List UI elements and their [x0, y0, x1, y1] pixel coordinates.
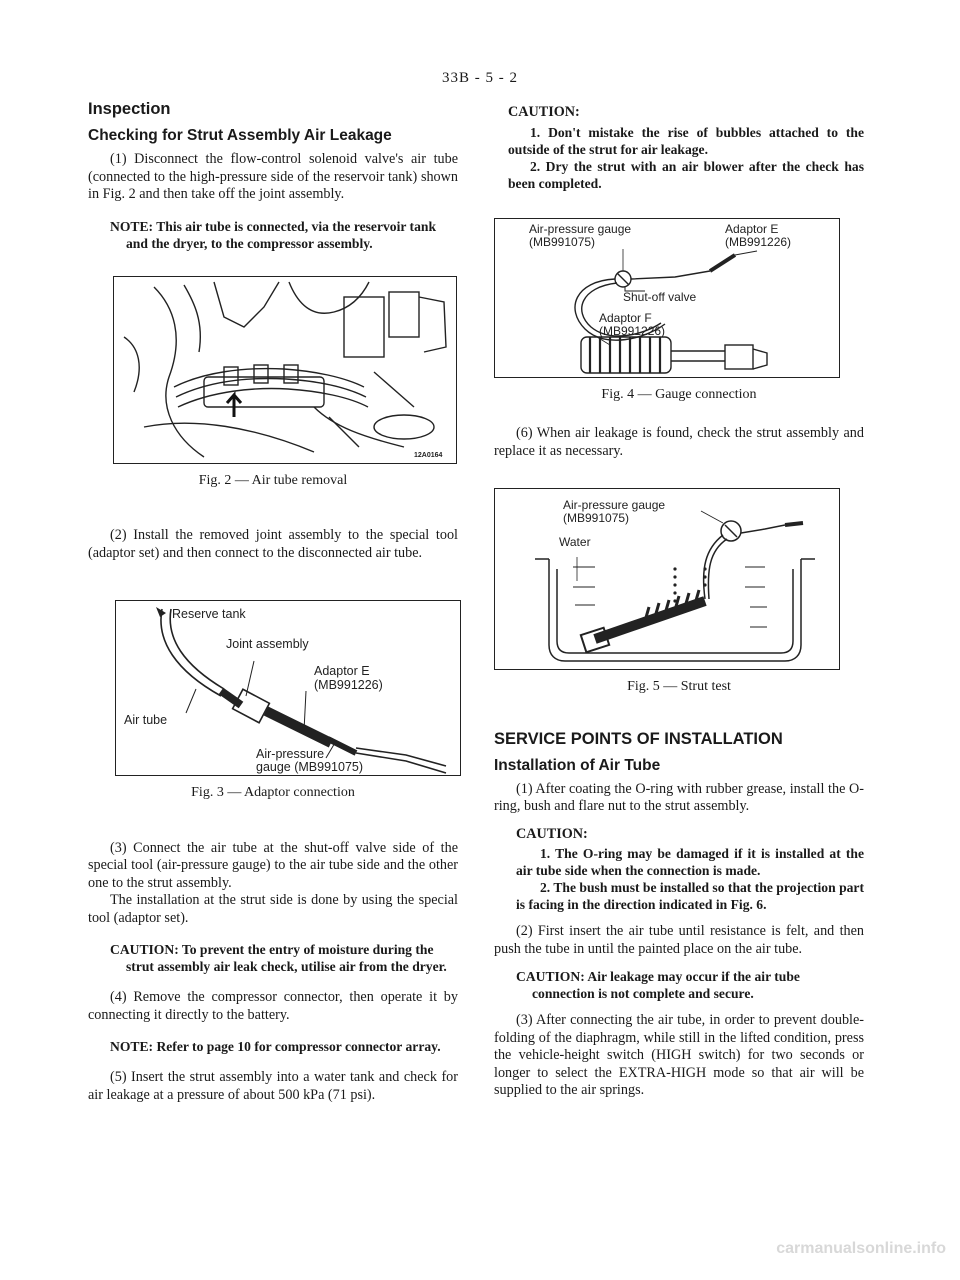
- step-5-paragraph: (5) Insert the strut assembly into a water tank and check for air leakage at a pressure of about 500 kPa (71 psi).: [88, 1069, 458, 1103]
- label-water: Water: [559, 535, 591, 549]
- step-1-paragraph: (1) Disconnect the flow-control solenoid valve's air tube (connected to the high-pressure side of the reservoir tank) shown in Fig. 2 and then take off the joint assembly.: [88, 151, 458, 202]
- note-air-tube: NOTE: This air tube is connected, via the reservoir tank and the dryer, to the compressor assembly.: [110, 218, 437, 251]
- figure-3-caption: Fig. 3 — Adaptor connection: [191, 785, 355, 800]
- footer-text: carmanualsonline.info: [776, 1240, 946, 1257]
- figure-2-caption: Fig. 2 — Air tube removal: [198, 472, 348, 488]
- heading-service-points: SERVICE POINTS OF INSTALLATION: [494, 729, 783, 748]
- caution-install-item-1: 1. The O-ring may be damaged if it is installed at the air tube side when the connection is made.: [516, 846, 864, 878]
- heading-installation-air-tube: Installation of Air Tube: [494, 756, 661, 774]
- step-2-paragraph: (2) Install the removed joint assembly to the special tool (adaptor set) and then connect to the disconnected air tube.: [88, 527, 458, 561]
- step-6-paragraph: (6) When air leakage is found, check the strut assembly and replace it as necessary.: [494, 425, 864, 459]
- page-number: 33B - 5 - 2: [442, 70, 518, 86]
- caution-block-install: [494, 826, 864, 914]
- install-step-3: (3) After connecting the air tube, in order to prevent double-folding of the diaphragm, while still in the lifted condition, press the vehicle-height switch (HIGH switch) for two seconds or longer to select the EXTRA-HIGH mode so that air will be supplied to the air springs.: [494, 1012, 864, 1098]
- label-gauge-line2: gauge (MB991075): [256, 760, 364, 774]
- label-gauge-line1: Air-pressure gauge: [529, 221, 632, 236]
- label-adaptor-f: Adaptor F: [599, 310, 652, 325]
- step-3-paragraph-a: (3) Connect the air tube at the shut-off valve side of the special tool (air-pressure gauge) to the air tube side and the other one to the strut assembly.: [88, 839, 458, 891]
- heading-inspection: Inspection: [88, 100, 171, 118]
- note-compressor-connector: NOTE: Refer to page 10 for compressor connector array.: [110, 1039, 441, 1054]
- label-adaptor-f-part: (MB991226): [599, 323, 666, 338]
- right-column: [494, 104, 864, 1114]
- caution-install-item-2: 2. The bush must be installed so that the projection part is facing in the direction indicated in Fig. 6.: [516, 880, 864, 912]
- strut-test-drawing: [495, 489, 839, 669]
- caution-air-tube-connection: CAUTION: Air leakage may occur if the air tube connection is not complete and secure.: [516, 969, 800, 1001]
- left-column: [88, 100, 458, 1118]
- label-shutoff-valve: Shut-off valve: [623, 289, 697, 304]
- caution-install-title: CAUTION:: [516, 825, 588, 842]
- label-gauge-line1: Air-pressure gauge: [563, 498, 666, 512]
- figure-2: [88, 276, 458, 490]
- figure-4-illustration: [494, 218, 840, 378]
- figure-5: [494, 488, 864, 696]
- heading-checking-strut: Checking for Strut Assembly Air Leakage: [88, 127, 392, 144]
- gauge-connection-drawing: [495, 219, 839, 377]
- label-adaptor-e: Adaptor E: [314, 664, 370, 678]
- label-adaptor-e: Adaptor E: [725, 221, 779, 236]
- figure-4: [494, 218, 864, 404]
- engine-bay-drawing: [114, 277, 456, 463]
- caution-moisture: CAUTION: To prevent the entry of moisture during the strut assembly air leak check, utilise air from the dryer.: [110, 942, 447, 974]
- label-air-tube: Air tube: [124, 713, 168, 727]
- caution-item-2: 2. Dry the strut with an air blower after the check has been completed.: [508, 158, 864, 191]
- figure-4-caption: Fig. 4 — Gauge connection: [601, 386, 757, 402]
- caution-title: CAUTION:: [508, 104, 580, 120]
- label-gauge-line2: (MB991075): [529, 234, 596, 249]
- figure-5-caption: Fig. 5 — Strut test: [627, 679, 731, 694]
- label-gauge-line2: (MB991075): [563, 511, 630, 525]
- figure-5-illustration: [494, 488, 840, 670]
- label-joint-assembly: Joint assembly: [226, 637, 309, 651]
- step-4-paragraph: (4) Remove the compressor connector, then operate it by connecting it directly to the battery.: [88, 989, 458, 1023]
- install-step-1: (1) After coating the O-ring with rubber grease, install the O-ring, bush and flare nut to the strut assembly.: [494, 780, 864, 814]
- caution-item-1: 1. Don't mistake the rise of bubbles attached to the outside of the strut for air leakage.: [508, 124, 864, 157]
- label-reserve-tank: Reserve tank: [172, 607, 246, 621]
- label-adaptor-e-part: (MB991226): [314, 678, 383, 692]
- figure-3-illustration: [115, 600, 461, 776]
- figure-2-code: 12A0164: [414, 451, 443, 459]
- install-step-2: (2) First insert the air tube until resistance is felt, and then push the tube in until the painted place on the air tube.: [494, 923, 864, 957]
- caution-block-strut: [494, 104, 864, 192]
- figure-3: [88, 600, 458, 802]
- figure-2-illustration: [113, 276, 457, 464]
- footer-watermark: [0, 1240, 960, 1258]
- label-gauge-line1: Air-pressure: [256, 747, 325, 761]
- label-adaptor-e-part: (MB991226): [725, 234, 792, 249]
- adaptor-connection-drawing: [116, 601, 460, 775]
- step-3-paragraph-b: The installation at the strut side is done by using the special tool (adaptor set).: [88, 892, 458, 926]
